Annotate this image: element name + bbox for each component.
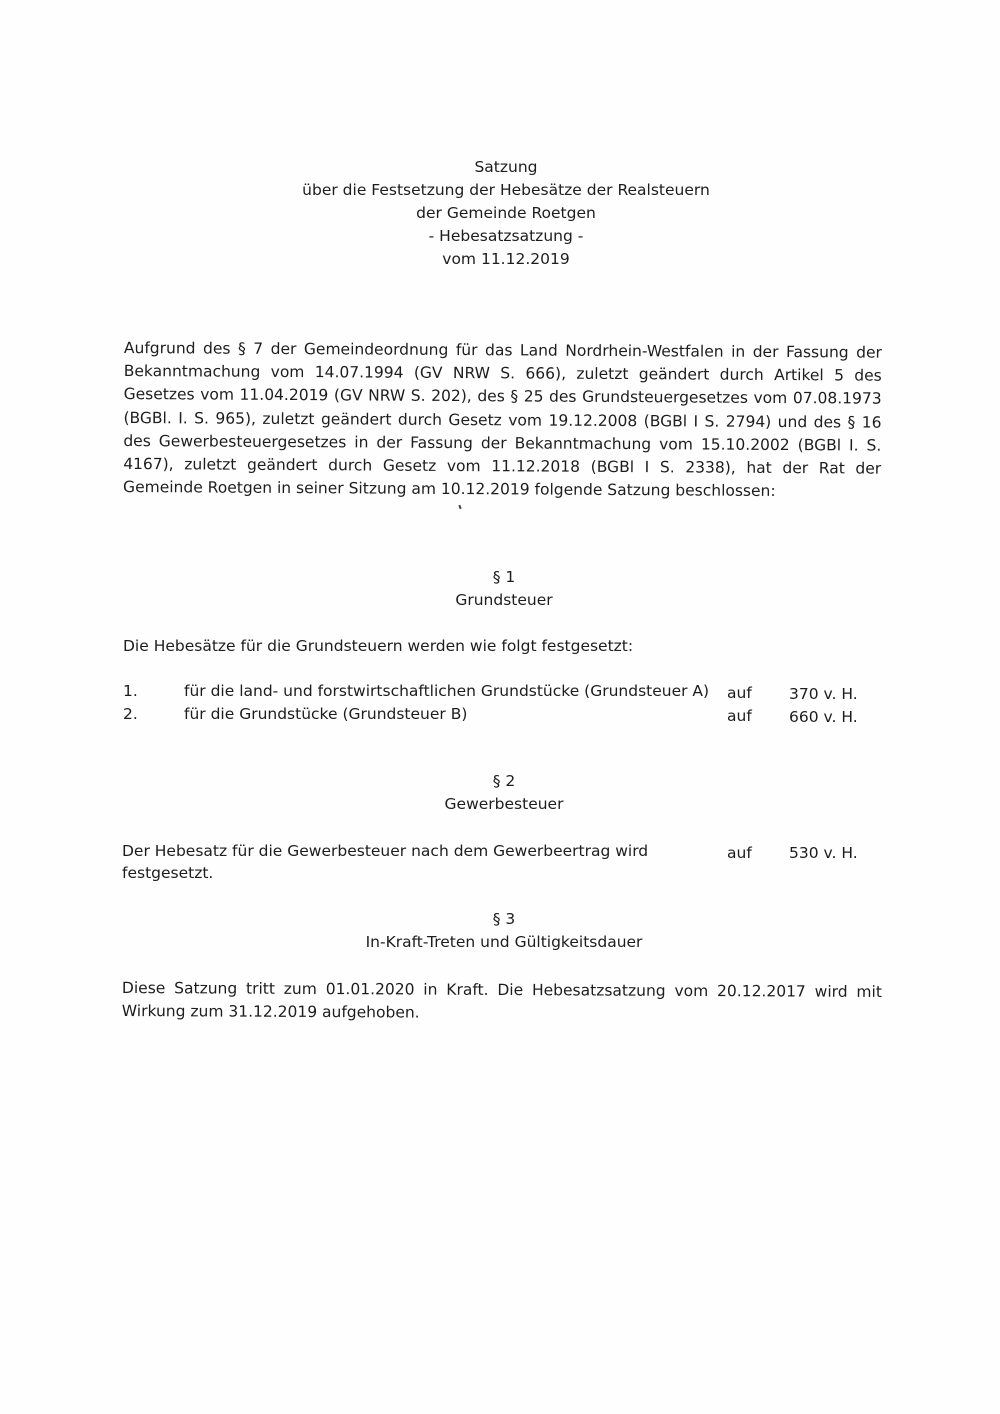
- title-line-5: vom 11.12.2019: [442, 250, 570, 268]
- list-item-rate: 660 v. H.: [789, 708, 858, 726]
- title-line-3: der Gemeinde Roetgen: [416, 204, 596, 222]
- section-2-heading: [0, 770, 1000, 816]
- list-item-number: 1.: [123, 682, 138, 700]
- title-line-2: über die Festsetzung der Hebesätze der Realsteuern: [302, 181, 710, 199]
- section-3-number: § 3: [492, 910, 516, 928]
- section-1-number: § 1: [492, 568, 516, 586]
- title-line-4: - Hebesatzsatzung -: [428, 227, 584, 245]
- list-item-number: 2.: [123, 705, 138, 723]
- list-item: [0, 680, 1000, 703]
- section-3-title: In-Kraft-Treten und Gültigkeitsdauer: [365, 933, 643, 951]
- list-item-rate: 370 v. H.: [789, 685, 858, 703]
- section-2-rate: 530 v. H.: [789, 844, 858, 862]
- section-3-heading: [0, 908, 1000, 954]
- list-item-text: für die land- und forstwirtschaftlichen Grundstücke (Grundsteuer A): [184, 682, 710, 700]
- list-item-auf: auf: [727, 707, 752, 725]
- section-2-title: Gewerbesteuer: [444, 795, 564, 813]
- title-line-1: Satzung: [474, 158, 538, 176]
- list-item: [0, 703, 1000, 726]
- section-1-heading: [0, 566, 1000, 612]
- section-2-number: § 2: [492, 772, 516, 790]
- list-item-text: für die Grundstücke (Grundsteuer B): [184, 705, 468, 723]
- preamble-paragraph: Aufgrund des § 7 der Gemeindeordnung für das Land Nordrhein-Westfalen in der Fassung der Bekanntmachung vom 14.07.1994 (GV NRW S. 666), zuletzt geändert durch Artikel 5 des Gesetzes vom 11.04.2019 (GV NRW S. 202), des § 25 des Grundsteuergesetzes vom 07.08.1973 (BGBl. I. S. 965), zuletzt geändert durch Gesetz vom 19.12.2008 (BGBl I S. 2794) und des § 16 des Gewerbesteuergesetzes in der Fassung der Bekanntmachung vom 15.10.2002 (BGBl I. S. 4167), zuletzt geändert durch Gesetz vom 11.12.2018 (BGBl I S. 2338), hat der Rat der Gemeinde Roetgen in seiner Sitzung am 10.12.2019 folgende Satzung beschlossen:: [123, 338, 882, 501]
- stray-mark: [458, 505, 461, 509]
- section-2-text: Der Hebesatz für die Gewerbesteuer nach dem Gewerbeertrag wird festgesetzt.: [122, 842, 649, 882]
- document-title: [0, 156, 1000, 271]
- section-2-auf: auf: [727, 844, 752, 862]
- section-1-title: Grundsteuer: [455, 591, 553, 609]
- section-3-text: Diese Satzung tritt zum 01.01.2020 in Kraft. Die Hebesatzsatzung vom 20.12.2017 wird mit Wirkung zum 31.12.2019 aufgehoben.: [121, 979, 882, 1022]
- section-1-intro: Die Hebesätze für die Grundsteuern werden wie folgt festgesetzt:: [123, 637, 634, 655]
- list-item-auf: auf: [727, 684, 752, 702]
